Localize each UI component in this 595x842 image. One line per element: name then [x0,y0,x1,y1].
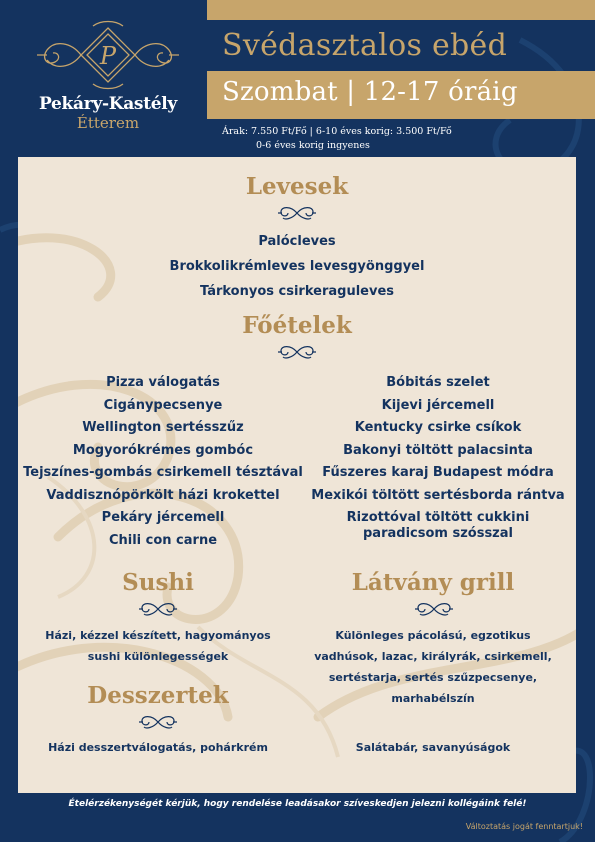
menu-item-main: Tejszínes-gombás csirkemell tésztával [23,465,303,480]
ornament-divider-icon [414,600,454,618]
grill-description-line: sertéstarja, sertés szűzpecsenye, [328,671,538,684]
menu-item-main: Wellington sertésszűz [82,420,244,435]
menu-item-main: Kijevi jércemell [381,398,495,413]
menu-panel [18,157,576,793]
price-line-2: 0-6 éves korig ingyenes [256,140,370,151]
grill-description-line: marhabélszín [391,692,475,705]
grill-description-line: Különleges pácolású, egzotikus [335,629,531,642]
menu-item-soup: Tárkonyos csirkeraguleves [200,284,394,299]
grill-description-line: vadhúsok, lazac, királyrák, csirkemell, [314,650,552,663]
menu-item-main: Pizza válogatás [106,375,220,390]
menu-item-main: Mexikói töltött sertésborda rántva [311,488,565,503]
section-title-desserts: Desszertek [87,682,229,709]
dessert-description: Házi desszertválogatás, pohárkrém [48,741,268,754]
menu-item-main: Fűszeres karaj Budapest módra [322,465,554,480]
section-title-grill: Látvány grill [351,569,515,596]
ornament-divider-icon [277,343,317,361]
price-info [222,125,452,153]
menu-item-main: Rizottóval töltött cukkini [346,510,530,525]
brand-name: Pekáry-Kastély [39,94,177,114]
section-title-sushi: Sushi [122,569,194,596]
allergy-note: Ételérzékenységét kérjük, hogy rendelése leadásakor szíveskedjen jelezni kollégáink felé! [68,799,527,809]
menu-item-main: Mogyorókrémes gombóc [72,443,254,458]
section-title-soups: Levesek [245,173,349,200]
page-title: Svédasztalos ebéd [222,28,508,63]
sushi-description-line: Házi, kézzel készített, hagyományos [45,629,271,642]
date-text: Szombat | 12-17 óráig [222,77,518,107]
ornament-divider-icon [277,204,317,222]
menu-item-soup: Palócleves [258,234,336,249]
price-line-1: Árak: 7.550 Ft/Fő | 6-10 éves korig: 3.500 Ft/Fő [222,126,452,137]
menu-item-main: Bakonyi töltött palacsinta [343,443,533,458]
brand-subtitle: Étterem [76,114,140,132]
menu-item-main: Kentucky csirke csíkok [354,420,522,435]
rights-reserved-note: Változtatás jogát fenntartjuk! [465,822,583,831]
section-title-mains: Főételek [242,312,352,339]
menu-item-main: Bóbitás szelet [386,375,490,390]
menu-item-main: Vaddisznópörkölt házi krokettel [46,488,280,503]
ornament-divider-icon [138,713,178,731]
sushi-description-line: sushi különlegességek [87,650,229,663]
header-gold-strip [207,0,595,20]
salad-bar-description: Salátabár, savanyúságok [355,741,511,754]
menu-item-main: Cigánypecsenye [103,398,223,413]
ornament-divider-icon [138,600,178,618]
menu-item-main: Pekáry jércemell [101,510,225,525]
logo-monogram-letter: P [99,42,117,70]
logo-monogram-icon [33,20,183,90]
date-bar [207,71,595,119]
menu-item-soup: Brokkolikrémleves levesgyönggyel [169,259,425,274]
menu-item-main: Chili con carne [108,533,218,548]
logo [28,20,188,140]
menu-item-main: paradicsom szósszal [363,526,513,541]
